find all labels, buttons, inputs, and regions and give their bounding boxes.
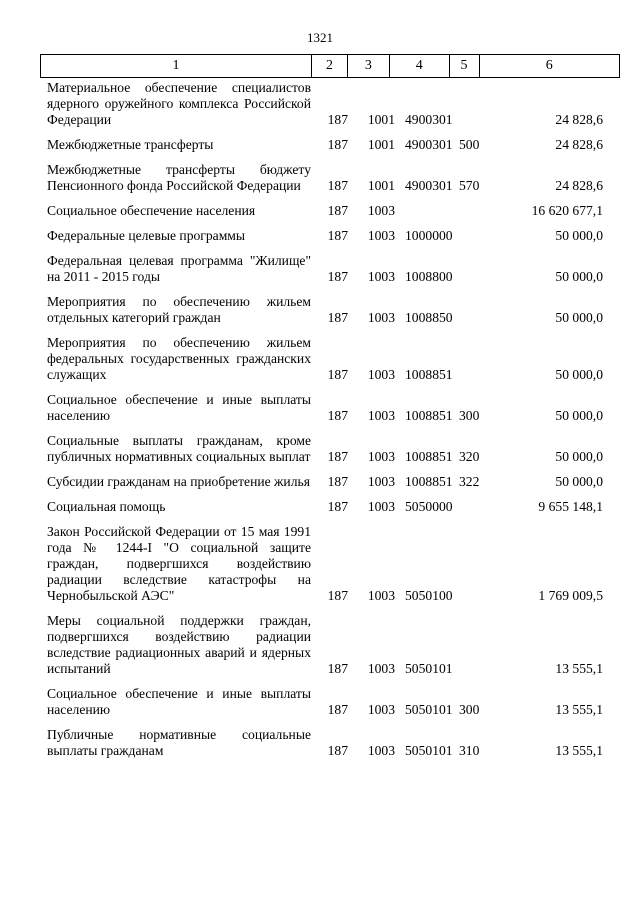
row-amount: 24 828,6 bbox=[555, 178, 603, 193]
row-amount: 16 620 677,1 bbox=[531, 203, 603, 218]
row-ministry-code: 187 bbox=[327, 499, 348, 514]
table-row bbox=[47, 474, 603, 490]
table-row bbox=[47, 727, 603, 759]
row-amount: 50 000,0 bbox=[555, 367, 603, 382]
row-amount: 50 000,0 bbox=[555, 474, 603, 489]
table-row bbox=[47, 294, 603, 326]
table-row bbox=[47, 433, 603, 465]
row-name: Меры социальной поддержки граждан, подвергшихся воздействию радиации вследствие радиационных аварий и ядерных испытаний bbox=[47, 613, 311, 676]
table-row bbox=[47, 499, 603, 515]
row-section-code: 1003 bbox=[367, 449, 395, 464]
row-ministry-code: 187 bbox=[327, 367, 348, 382]
row-target-article: 5050100 bbox=[405, 588, 453, 603]
row-expense-type: 322 bbox=[459, 474, 480, 489]
row-expense-type: 500 bbox=[459, 137, 480, 152]
table-row bbox=[47, 335, 603, 383]
row-name: Материальное обеспечение специалистов ядерного оружейного комплекса Российской Федерации bbox=[47, 80, 311, 127]
table-row bbox=[47, 686, 603, 718]
row-ministry-code: 187 bbox=[327, 112, 348, 127]
row-section-code: 1001 bbox=[367, 137, 395, 152]
row-amount: 24 828,6 bbox=[555, 137, 603, 152]
row-section-code: 1003 bbox=[367, 474, 395, 489]
table-row bbox=[47, 253, 603, 285]
table-row bbox=[47, 613, 603, 677]
page-number: 1321 bbox=[307, 30, 333, 45]
row-section-code: 1003 bbox=[367, 228, 395, 243]
row-expense-type: 310 bbox=[459, 743, 480, 758]
row-name: Субсидии гражданам на приобретение жилья bbox=[47, 474, 310, 489]
row-ministry-code: 187 bbox=[327, 228, 348, 243]
row-name: Публичные нормативные социальные выплаты гражданам bbox=[47, 727, 311, 758]
row-ministry-code: 187 bbox=[327, 310, 348, 325]
row-ministry-code: 187 bbox=[327, 449, 348, 464]
row-target-article: 1008800 bbox=[405, 269, 453, 284]
row-target-article: 5050101 bbox=[405, 702, 453, 717]
row-ministry-code: 187 bbox=[327, 588, 348, 603]
row-name: Социальные выплаты гражданам, кроме публичных нормативных социальных выплат bbox=[47, 433, 311, 464]
row-section-code: 1003 bbox=[367, 702, 395, 717]
table-row bbox=[47, 392, 603, 424]
table-header bbox=[40, 54, 620, 78]
column-header-1: 1 bbox=[41, 55, 312, 77]
row-section-code: 1001 bbox=[367, 178, 395, 193]
column-header-5: 5 bbox=[450, 55, 480, 77]
row-expense-type: 300 bbox=[459, 408, 480, 423]
row-target-article: 1008850 bbox=[405, 310, 453, 325]
row-amount: 50 000,0 bbox=[555, 310, 603, 325]
row-target-article: 5050101 bbox=[405, 743, 453, 758]
row-section-code: 1003 bbox=[367, 499, 395, 514]
row-target-article: 5050101 bbox=[405, 661, 453, 676]
row-amount: 1 769 009,5 bbox=[538, 588, 603, 603]
row-expense-type: 570 bbox=[459, 178, 480, 193]
row-section-code: 1003 bbox=[367, 588, 395, 603]
row-amount: 50 000,0 bbox=[555, 408, 603, 423]
row-amount: 13 555,1 bbox=[555, 702, 603, 717]
row-section-code: 1003 bbox=[367, 743, 395, 758]
table-row bbox=[47, 203, 603, 219]
row-target-article: 1008851 bbox=[405, 474, 453, 489]
row-target-article: 4900301 bbox=[405, 112, 453, 127]
row-section-code: 1003 bbox=[367, 203, 395, 218]
row-ministry-code: 187 bbox=[327, 474, 348, 489]
row-amount: 50 000,0 bbox=[555, 228, 603, 243]
column-header-3: 3 bbox=[348, 55, 390, 77]
row-section-code: 1003 bbox=[367, 269, 395, 284]
row-target-article: 1008851 bbox=[405, 449, 453, 464]
row-expense-type: 320 bbox=[459, 449, 480, 464]
row-expense-type: 300 bbox=[459, 702, 480, 717]
row-section-code: 1003 bbox=[367, 367, 395, 382]
row-name: Социальное обеспечение и иные выплаты населению bbox=[47, 392, 311, 423]
column-header-2: 2 bbox=[312, 55, 348, 77]
row-target-article: 1008851 bbox=[405, 408, 453, 423]
row-ministry-code: 187 bbox=[327, 408, 348, 423]
row-ministry-code: 187 bbox=[327, 269, 348, 284]
row-name: Социальное обеспечение и иные выплаты населению bbox=[47, 686, 311, 717]
row-section-code: 1003 bbox=[367, 310, 395, 325]
row-name: Социальная помощь bbox=[47, 499, 166, 514]
row-ministry-code: 187 bbox=[327, 178, 348, 193]
row-amount: 9 655 148,1 bbox=[538, 499, 603, 514]
row-section-code: 1001 bbox=[367, 112, 395, 127]
row-amount: 13 555,1 bbox=[555, 743, 603, 758]
column-header-6: 6 bbox=[545, 58, 553, 73]
row-amount: 13 555,1 bbox=[555, 661, 603, 676]
row-ministry-code: 187 bbox=[327, 702, 348, 717]
table-row bbox=[47, 228, 603, 244]
row-name: Федеральные целевые программы bbox=[47, 228, 246, 243]
row-target-article: 5050000 bbox=[405, 499, 453, 514]
row-name: Межбюджетные трансферты бюджету Пенсионного фонда Российской Федерации bbox=[47, 162, 311, 193]
table-row bbox=[47, 162, 603, 194]
row-ministry-code: 187 bbox=[327, 661, 348, 676]
table-row bbox=[47, 524, 603, 604]
row-section-code: 1003 bbox=[367, 661, 395, 676]
row-name: Межбюджетные трансферты bbox=[47, 137, 214, 152]
row-section-code: 1003 bbox=[367, 408, 395, 423]
row-target-article: 4900301 bbox=[405, 178, 453, 193]
column-header-4: 4 bbox=[390, 55, 450, 77]
row-amount: 50 000,0 bbox=[555, 449, 603, 464]
budget-table-body bbox=[47, 80, 603, 768]
row-target-article: 1000000 bbox=[405, 228, 453, 243]
row-name: Федеральная целевая программа "Жилище" на 2011 - 2015 годы bbox=[47, 253, 311, 284]
row-ministry-code: 187 bbox=[327, 137, 348, 152]
row-amount: 24 828,6 bbox=[555, 112, 603, 127]
row-ministry-code: 187 bbox=[327, 203, 348, 218]
row-amount: 50 000,0 bbox=[555, 269, 603, 284]
table-row bbox=[47, 137, 603, 153]
row-target-article: 4900301 bbox=[405, 137, 453, 152]
table-row bbox=[47, 80, 603, 128]
row-name: Закон Российской Федерации от 15 мая 1991 года № 1244-I "О социальной защите граждан, подвергшихся воздействию радиации вследствие катастрофы на Чернобыльской АЭС" bbox=[47, 524, 311, 603]
row-name: Мероприятия по обеспечению жильем отдельных категорий граждан bbox=[47, 294, 311, 325]
row-name: Социальное обеспечение населения bbox=[47, 203, 256, 218]
row-target-article: 1008851 bbox=[405, 367, 453, 382]
row-name: Мероприятия по обеспечению жильем федеральных государственных гражданских служащих bbox=[47, 335, 311, 382]
row-ministry-code: 187 bbox=[327, 743, 348, 758]
